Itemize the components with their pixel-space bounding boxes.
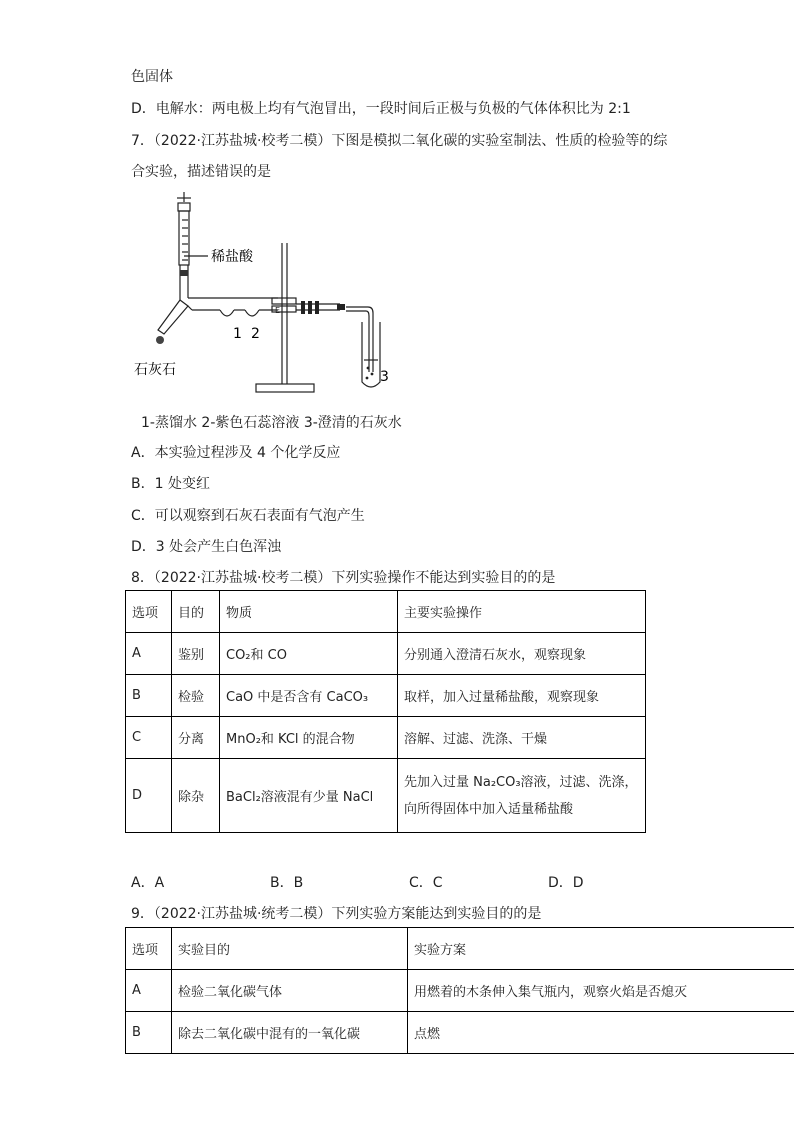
table-header: 选项: [126, 591, 172, 633]
table-header-row: [126, 591, 646, 633]
option-a[interactable]: A．本实验过程涉及 4 个化学反应: [131, 445, 341, 461]
table-cell: 取样，加入过量稀盐酸，观察现象: [398, 675, 646, 717]
diagram-caption: 1-蒸馏水 2-紫色石蕊溶液 3-澄清的石灰水: [141, 415, 402, 431]
table-cell: 除去二氧化碳中混有的一氧化碳: [172, 1012, 408, 1054]
table-cell: A: [126, 970, 172, 1012]
text-line: D．电解水：两电极上均有气泡冒出，一段时间后正极与负极的气体体积比为 2:1: [131, 101, 631, 117]
table-header: 选项: [126, 928, 172, 970]
table-cell: [398, 759, 646, 833]
acid-label: 稀盐酸: [211, 249, 253, 265]
option-c[interactable]: C．可以观察到石灰石表面有气泡产生: [131, 508, 365, 524]
limestone-label: 石灰石: [134, 362, 176, 378]
table-cell: 鉴别: [172, 633, 220, 675]
text-line: 色固体: [131, 69, 173, 85]
answer-a[interactable]: A．A: [131, 875, 165, 891]
table-header: 实验目的: [172, 928, 408, 970]
question-8-table: [125, 590, 646, 833]
table-row: [126, 970, 794, 1012]
table-cell: A: [126, 633, 172, 675]
mark-2: 2: [251, 326, 260, 342]
table-header-row: [126, 928, 794, 970]
table-cell: 检验二氧化碳气体: [172, 970, 408, 1012]
table-cell: CO₂和 CO: [220, 633, 398, 675]
table-cell: 分离: [172, 717, 220, 759]
table-header: 实验方案: [408, 928, 794, 970]
outlet-tube: [296, 304, 380, 387]
table-cell: C: [126, 717, 172, 759]
mark-3: 3: [380, 369, 389, 385]
question-7-stem: 7．（2022·江苏盐城·校考二模）下图是模拟二氧化碳的实验室制法、性质的检验等的综: [131, 133, 668, 149]
operation-line: 先加入过量 Na₂CO₃溶液，过滤、洗涤，: [404, 774, 638, 790]
table-header: 主要实验操作: [398, 591, 646, 633]
table-cell: B: [126, 1012, 172, 1054]
answer-c[interactable]: C．C: [409, 875, 443, 891]
answer-b[interactable]: B．B: [270, 875, 304, 891]
table-cell: BaCl₂溶液混有少量 NaCl: [220, 759, 398, 833]
svg-text:E: E: [275, 306, 281, 315]
table-cell: 用燃着的木条伸入集气瓶内，观察火焰是否熄灭: [408, 970, 794, 1012]
glass-tube: [158, 280, 281, 334]
table-row: [126, 759, 646, 833]
mark-1: 1: [233, 326, 242, 342]
table-cell: 除杂: [172, 759, 220, 833]
table-row: [126, 717, 646, 759]
operation-line: 向所得固体中加入适量稀盐酸: [404, 801, 574, 817]
option-b[interactable]: B．1 处变红: [131, 476, 210, 492]
table-cell: B: [126, 675, 172, 717]
syringe: [177, 192, 208, 280]
option-d[interactable]: D．3 处会产生白色浑浊: [131, 539, 282, 555]
question-7-stem-cont: 合实验，描述错误的是: [131, 164, 271, 180]
table-cell: 溶解、过滤、洗涤、干燥: [398, 717, 646, 759]
answer-options: [131, 872, 651, 892]
table-cell: 分别通入澄清石灰水，观察现象: [398, 633, 646, 675]
table-row: [126, 633, 646, 675]
table-header: 物质: [220, 591, 398, 633]
answer-d[interactable]: D．D: [548, 875, 584, 891]
table-cell: 点燃: [408, 1012, 794, 1054]
table-row: [126, 1012, 794, 1054]
question-9-table: [125, 927, 794, 1054]
question-8-stem: 8．（2022·江苏盐城·校考二模）下列实验操作不能达到实验目的的是: [131, 570, 556, 586]
limestone-piece: [156, 336, 164, 344]
table-cell: D: [126, 759, 172, 833]
table-cell: CaO 中是否含有 CaCO₃: [220, 675, 398, 717]
table-row: [126, 675, 646, 717]
question-9-stem: 9．（2022·江苏盐城·统考二模）下列实验方案能达到实验目的的是: [131, 906, 542, 922]
table-header: 目的: [172, 591, 220, 633]
table-cell: MnO₂和 KCl 的混合物: [220, 717, 398, 759]
iron-stand: [256, 243, 314, 392]
table-cell: 检验: [172, 675, 220, 717]
